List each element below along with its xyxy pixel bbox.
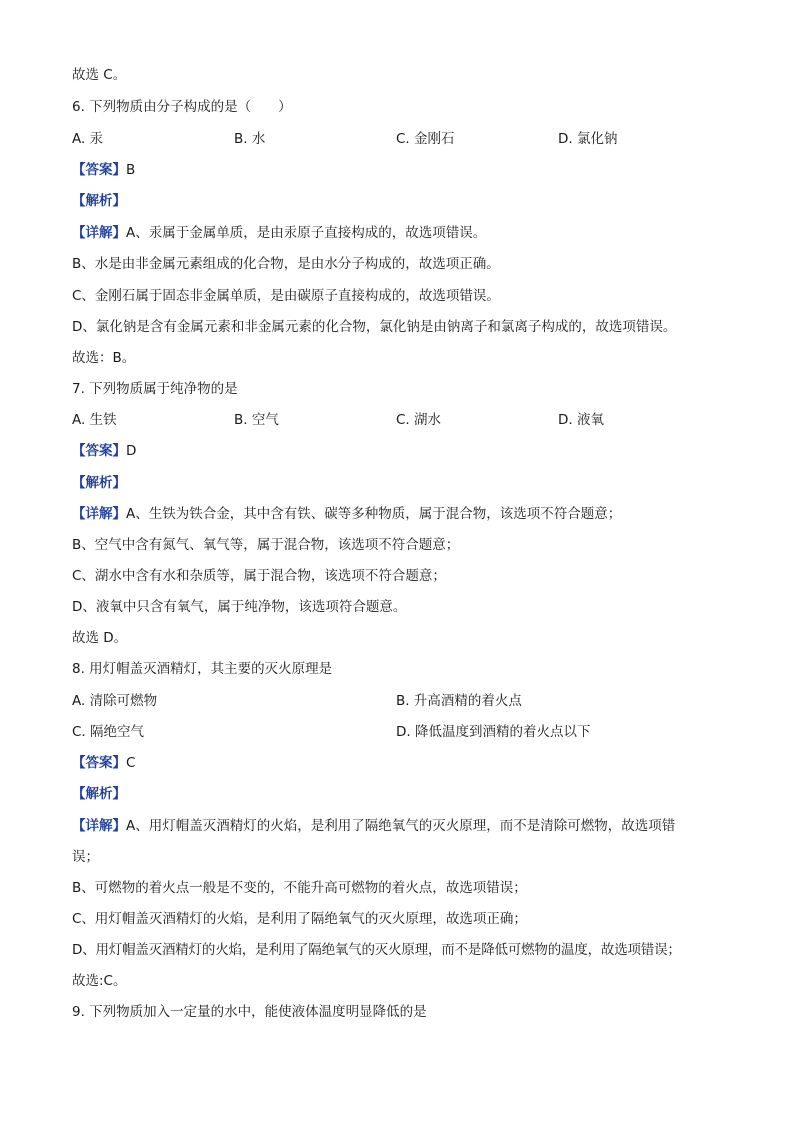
q7-detail-b: B、空气中含有氮气、氧气等，属于混合物，该选项不符合题意；: [72, 537, 460, 553]
q8-option-a: A. 清除可燃物: [72, 693, 158, 709]
q6-stem: 6. 下列物质由分子构成的是（ ）: [72, 99, 292, 115]
q8-detail-b: B、可燃物的着火点一般是不变的，不能升高可燃物的着火点，故选项错误；: [72, 880, 527, 896]
q8-detail-c: C、用灯帽盖灭酒精灯的火焰，是利用了隔绝氧气的灭火原理，故选项正确；: [72, 911, 527, 927]
q7-stem: 7. 下列物质属于纯净物的是: [72, 381, 238, 397]
detail-tag: 【详解】: [72, 818, 126, 834]
answer-tag: 【答案】: [72, 443, 126, 459]
q7-detail-line: [72, 505, 621, 523]
q8-option-b: B. 升高酒精的着火点: [396, 693, 522, 709]
q8-conclusion: 故选:C。: [72, 973, 127, 989]
q8-stem: 8. 用灯帽盖灭酒精灯，其主要的灭火原理是: [72, 661, 333, 677]
q6-answer-line: [72, 161, 135, 179]
q6-detail-b: B、水是由非金属元素组成的化合物，是由水分子构成的，故选项正确。: [72, 256, 500, 272]
q6-option-a: A. 汞: [72, 131, 104, 147]
q7-option-a: A. 生铁: [72, 412, 117, 428]
q6-detail-d: D、氯化钠是含有金属元素和非金属元素的化合物，氯化钠是由钠离子和氯离子构成的，故选项错误。: [72, 319, 677, 335]
q8-detail-a: A、用灯帽盖灭酒精灯的火焰，是利用了隔绝氧气的灭火原理，而不是清除可燃物，故选项错: [126, 818, 676, 834]
analysis-tag: 【解析】: [72, 193, 126, 209]
q7-detail-a: A、生铁为铁合金，其中含有铁、碳等多种物质，属于混合物，该选项不符合题意；: [126, 506, 622, 522]
q8-option-c: C. 隔绝空气: [72, 724, 145, 740]
q6-option-d: D. 氯化钠: [558, 131, 618, 147]
q7-answer: D: [126, 443, 137, 459]
q6-option-b: B. 水: [234, 131, 266, 147]
q8-detail-line: [72, 817, 675, 835]
q6-conclusion: 故选：B。: [72, 350, 136, 366]
q7-option-d: D. 液氧: [558, 412, 604, 428]
prev-conclusion: 故选 C。: [72, 67, 127, 83]
q6-option-c: C. 金刚石: [396, 131, 455, 147]
q7-answer-line: [72, 442, 136, 460]
q7-analysis-tag: [72, 474, 126, 492]
q8-detail-a-cont: 误；: [72, 849, 99, 865]
analysis-tag: 【解析】: [72, 475, 126, 491]
q6-detail-c: C、金刚石属于固态非金属单质，是由碳原子直接构成的，故选项错误。: [72, 288, 500, 304]
q6-detail-line: [72, 224, 486, 242]
q8-answer-line: [72, 754, 135, 772]
answer-tag: 【答案】: [72, 162, 126, 178]
q6-answer: B: [126, 162, 136, 178]
q8-analysis-tag: [72, 785, 126, 803]
q7-option-c: C. 湖水: [396, 412, 442, 428]
q9-stem: 9. 下列物质加入一定量的水中，能使液体温度明显降低的是: [72, 1004, 427, 1020]
q8-answer: C: [126, 755, 136, 771]
q7-detail-d: D、液氧中只含有氧气，属于纯净物，该选项符合题意。: [72, 599, 407, 615]
detail-tag: 【详解】: [72, 225, 126, 241]
q8-option-d: D. 降低温度到酒精的着火点以下: [396, 724, 591, 740]
answer-tag: 【答案】: [72, 755, 126, 771]
detail-tag: 【详解】: [72, 506, 126, 522]
analysis-tag: 【解析】: [72, 786, 126, 802]
q7-conclusion: 故选 D。: [72, 630, 128, 646]
q6-detail-a: A、汞属于金属单质，是由汞原子直接构成的，故选项错误。: [126, 225, 487, 241]
q7-detail-c: C、湖水中含有水和杂质等，属于混合物，该选项不符合题意；: [72, 568, 446, 584]
q8-detail-d: D、用灯帽盖灭酒精灯的火焰，是利用了隔绝氧气的灭火原理，而不是降低可燃物的温度，故选项错误；: [72, 942, 681, 958]
q6-analysis-tag: [72, 192, 126, 210]
q7-option-b: B. 空气: [234, 412, 279, 428]
